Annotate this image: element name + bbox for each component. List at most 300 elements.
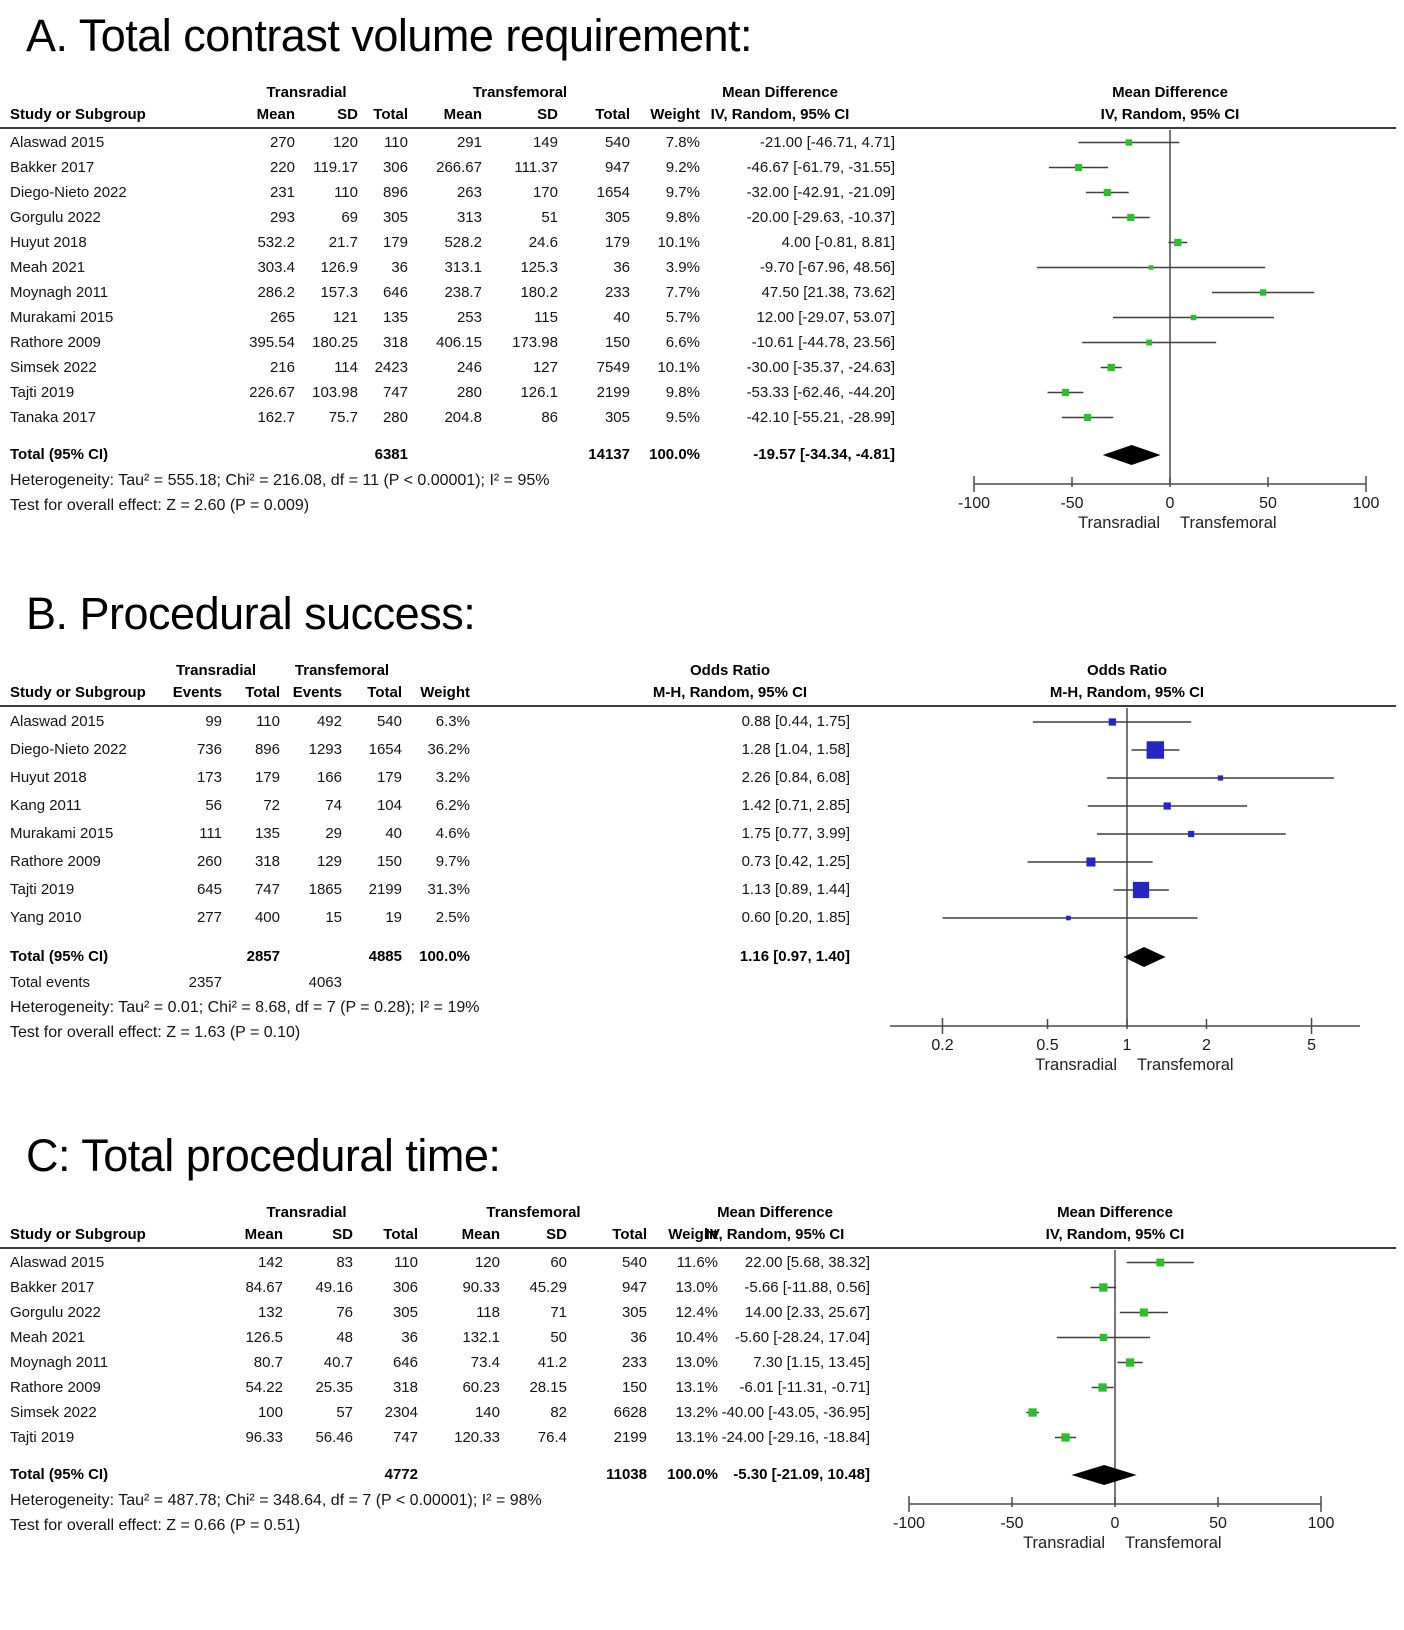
group2-value-cell: 90.33	[462, 1279, 500, 1296]
group2-value-cell: 947	[621, 1279, 647, 1296]
group1-value-cell: 110	[384, 134, 408, 151]
total-ci-cell: -19.57 [-34.34, -4.81]	[753, 446, 895, 463]
weight-column-header: Weight	[668, 1226, 718, 1243]
group2-value-cell: 28.15	[529, 1379, 567, 1396]
effect-marker	[1146, 340, 1152, 346]
group2-value-cell: 180.2	[520, 284, 558, 301]
group2-value-cell: 280	[456, 384, 482, 401]
group2-value-cell: 150	[621, 1379, 647, 1396]
group1-value-cell: 173	[196, 769, 222, 786]
group1-value-cell: 157.3	[320, 284, 358, 301]
ci-text-cell: 7.30 [1.15, 13.45]	[753, 1354, 870, 1371]
total-column-header: Total	[245, 684, 280, 701]
events-column-header: Events	[172, 684, 222, 701]
group1-value-cell: 180.25	[312, 334, 358, 351]
group1-value-cell: 747	[382, 384, 408, 401]
group2-value-cell: 2199	[368, 881, 402, 898]
total-n1-cell: 2857	[246, 948, 280, 965]
group1-value-cell: 532.2	[257, 234, 295, 251]
effect-marker	[1109, 718, 1116, 725]
group2-value-cell: 126.1	[520, 384, 558, 401]
group1-value-cell: 110	[394, 1254, 418, 1271]
group1-value-cell: 111	[199, 825, 222, 842]
effect-marker	[1066, 916, 1071, 921]
overall-effect-text: Test for overall effect: Z = 0.66 (P = 0.51)	[10, 1517, 301, 1534]
group1-value-cell: 220	[269, 159, 295, 176]
study-name-cell: Meah 2021	[10, 259, 86, 276]
group1-value-cell: 747	[392, 1429, 418, 1446]
ci-text-cell: 22.00 [5.68, 38.32]	[744, 1254, 870, 1271]
axis-tick-label: 0	[1165, 495, 1175, 512]
group1-value-cell: 56	[205, 797, 222, 814]
group1-value-cell: 25.35	[315, 1379, 353, 1396]
group1-value-cell: 318	[392, 1379, 418, 1396]
axis-tick-label: -50	[1000, 1515, 1024, 1532]
group2-value-cell: 233	[621, 1354, 647, 1371]
study-name-cell: Diego-Nieto 2022	[10, 741, 127, 758]
axis-tick-label: -100	[892, 1515, 926, 1532]
study-name-cell: Huyut 2018	[10, 234, 87, 251]
weight-cell: 12.4%	[675, 1304, 718, 1321]
total-weight-cell: 100.0%	[667, 1466, 718, 1483]
heterogeneity-text: Heterogeneity: Tau² = 487.78; Chi² = 348.64, df = 7 (P < 0.00001); I² = 98%	[10, 1492, 542, 1509]
group2-value-cell: 1654	[596, 184, 630, 201]
group2-value-cell: 246	[456, 359, 482, 376]
total-events-g2: 4063	[308, 974, 342, 991]
study-name-cell: Huyut 2018	[10, 769, 87, 786]
group2-value-cell: 204.8	[444, 409, 482, 426]
weight-cell: 3.2%	[435, 769, 470, 786]
effect-method-header-table: IV, Random, 95% CI	[710, 106, 850, 123]
effect-marker	[1174, 239, 1181, 246]
total-column-header: Total	[373, 106, 408, 123]
effect-marker	[1075, 164, 1082, 171]
axis-tick-label: -100	[957, 495, 991, 512]
total-n2-cell: 11038	[606, 1466, 647, 1483]
weight-cell: 13.1%	[675, 1379, 718, 1396]
total-n2-cell: 4885	[368, 948, 402, 965]
study-name-cell: Meah 2021	[10, 1329, 86, 1346]
group1-value-cell: 69	[341, 209, 358, 226]
weight-cell: 13.0%	[675, 1279, 718, 1296]
group2-value-cell: 36	[613, 259, 630, 276]
total-row-label: Total (95% CI)	[10, 446, 109, 463]
panel-b-title: B. Procedural success:	[26, 588, 476, 639]
weight-cell: 13.0%	[675, 1354, 718, 1371]
group1-value-cell: 306	[382, 159, 408, 176]
total-column-header: Total	[383, 1226, 418, 1243]
total-column-header: Total	[595, 106, 630, 123]
weight-column-header: Weight	[420, 684, 470, 701]
study-column-header: Study or Subgroup	[10, 106, 146, 123]
mean-column-header: Mean	[256, 106, 295, 123]
group1-value-cell: 305	[392, 1304, 418, 1321]
study-name-cell: Simsek 2022	[10, 1404, 97, 1421]
group2-value-cell: 305	[621, 1304, 647, 1321]
ci-text-cell: 2.26 [0.84, 6.08]	[741, 769, 850, 786]
group2-value-cell: 132.1	[462, 1329, 500, 1346]
total-weight-cell: 100.0%	[419, 948, 470, 965]
ci-text-cell: 1.42 [0.71, 2.85]	[741, 797, 850, 814]
weight-cell: 31.3%	[427, 881, 470, 898]
group1-value-cell: 83	[336, 1254, 353, 1271]
group2-value-cell: 313.1	[444, 259, 482, 276]
study-name-cell: Gorgulu 2022	[10, 209, 101, 226]
group2-value-cell: 947	[604, 159, 630, 176]
group1-value-cell: 896	[382, 184, 408, 201]
weight-cell: 10.4%	[675, 1329, 718, 1346]
group2-value-cell: 41.2	[537, 1354, 567, 1371]
forest-plot-canvas	[880, 1250, 1404, 1554]
group1-value-cell: 84.67	[245, 1279, 283, 1296]
effect-marker	[1149, 265, 1154, 270]
forest-plot-canvas	[905, 130, 1404, 534]
study-name-cell: Moynagh 2011	[10, 284, 109, 301]
effect-marker	[1028, 1408, 1036, 1416]
group2-value-cell: 305	[604, 409, 630, 426]
group2-value-cell: 1865	[308, 881, 342, 898]
group2-value-cell: 29	[325, 825, 342, 842]
group2-value-cell: 540	[621, 1254, 647, 1271]
group1-value-cell: 736	[196, 741, 222, 758]
group2-value-cell: 305	[604, 209, 630, 226]
axis-group-label-right: Transfemoral	[1180, 514, 1277, 532]
study-name-cell: Tajti 2019	[10, 881, 75, 898]
group1-value-cell: 270	[269, 134, 295, 151]
total-column-header: Total	[612, 1226, 647, 1243]
group1-header: Transradial	[266, 1204, 347, 1221]
group1-value-cell: 100	[257, 1404, 283, 1421]
total-ci-cell: -5.30 [-21.09, 10.48]	[733, 1466, 870, 1483]
ci-text-cell: -6.01 [-11.31, -0.71]	[739, 1379, 870, 1396]
total-n1-cell: 6381	[374, 446, 408, 463]
effect-marker	[1156, 1259, 1164, 1267]
effect-marker	[1126, 139, 1132, 145]
total-n2-cell: 14137	[588, 446, 630, 463]
panel-a-forest-plot	[0, 80, 1404, 534]
ci-text-cell: -30.00 [-35.37, -24.63]	[746, 359, 895, 376]
effect-method-header-plot: M-H, Random, 95% CI	[1049, 684, 1205, 701]
group2-value-cell: 150	[376, 853, 402, 870]
effect-method-header-plot: IV, Random, 95% CI	[1045, 1226, 1185, 1243]
group2-value-cell: 291	[456, 134, 482, 151]
group2-value-cell: 36	[630, 1329, 647, 1346]
group2-value-cell: 127	[532, 359, 558, 376]
group2-value-cell: 253	[456, 309, 482, 326]
group2-value-cell: 60.23	[462, 1379, 500, 1396]
weight-cell: 13.1%	[675, 1429, 718, 1446]
group2-value-cell: 71	[550, 1304, 567, 1321]
effect-marker	[1100, 1334, 1107, 1341]
weight-cell: 2.5%	[435, 909, 470, 926]
axis-group-label-left: Transradial	[1035, 1056, 1117, 1074]
group1-value-cell: 395.54	[249, 334, 295, 351]
heterogeneity-text: Heterogeneity: Tau² = 555.18; Chi² = 216.08, df = 11 (P < 0.00001); I² = 95%	[10, 472, 550, 489]
study-name-cell: Yang 2010	[10, 909, 82, 926]
group2-value-cell: 170	[532, 184, 558, 201]
group2-value-cell: 238.7	[444, 284, 482, 301]
group2-value-cell: 74	[325, 797, 342, 814]
group1-value-cell: 216	[269, 359, 295, 376]
group1-value-cell: 80.7	[253, 1354, 283, 1371]
group1-value-cell: 54.22	[245, 1379, 283, 1396]
total-row-label: Total (95% CI)	[10, 1466, 109, 1483]
ci-text-cell: -32.00 [-42.91, -21.09]	[746, 184, 895, 201]
effect-method-header-table: M-H, Random, 95% CI	[652, 684, 808, 701]
mean-column-header: Mean	[461, 1226, 500, 1243]
events-column-header: Events	[292, 684, 342, 701]
group2-value-cell: 15	[325, 909, 342, 926]
ci-text-cell: -42.10 [-55.21, -28.99]	[746, 409, 895, 426]
total-column-header: Total	[367, 684, 402, 701]
group2-header: Transfemoral	[472, 84, 568, 101]
ci-text-cell: -40.00 [-43.05, -36.95]	[721, 1404, 870, 1421]
group1-value-cell: 260	[196, 853, 222, 870]
group1-value-cell: 57	[336, 1404, 353, 1421]
study-name-cell: Bakker 2017	[10, 1279, 95, 1296]
ci-text-cell: 0.73 [0.42, 1.25]	[741, 853, 850, 870]
group1-value-cell: 142	[257, 1254, 283, 1271]
header-rule	[0, 1247, 1396, 1249]
effect-marker	[1108, 364, 1115, 371]
weight-cell: 9.8%	[665, 384, 700, 401]
group1-value-cell: 135	[382, 309, 408, 326]
group1-value-cell: 121	[332, 309, 358, 326]
group2-value-cell: 540	[604, 134, 630, 151]
group1-value-cell: 72	[263, 797, 280, 814]
group2-value-cell: 150	[604, 334, 630, 351]
study-name-cell: Tanaka 2017	[10, 409, 96, 426]
ci-text-cell: 12.00 [-29.07, 53.07]	[756, 309, 895, 326]
group2-value-cell: 40	[385, 825, 402, 842]
axis-group-label-right: Transfemoral	[1125, 1534, 1222, 1552]
group1-value-cell: 119.17	[313, 159, 358, 176]
ci-text-cell: -53.33 [-62.46, -44.20]	[746, 384, 895, 401]
group2-value-cell: 140	[474, 1404, 500, 1421]
group2-value-cell: 6628	[613, 1404, 647, 1421]
weight-cell: 9.2%	[665, 159, 700, 176]
group1-value-cell: 132	[257, 1304, 283, 1321]
axis-tick-label: -50	[1060, 495, 1084, 512]
group1-value-cell: 135	[254, 825, 280, 842]
group1-value-cell: 318	[254, 853, 280, 870]
sd-column-header: SD	[546, 1226, 567, 1243]
study-name-cell: Alaswad 2015	[10, 134, 105, 151]
weight-cell: 10.1%	[657, 359, 700, 376]
total-events-label: Total events	[10, 974, 91, 991]
effect-measure-header-plot: Mean Difference	[1057, 1204, 1173, 1221]
effect-marker	[1086, 857, 1095, 866]
weight-cell: 3.9%	[665, 259, 700, 276]
group2-value-cell: 125.3	[520, 259, 558, 276]
effect-measure-header-plot: Mean Difference	[1112, 84, 1228, 101]
group1-value-cell: 110	[256, 713, 280, 730]
effect-marker	[1191, 315, 1196, 320]
group1-value-cell: 40.7	[323, 1354, 353, 1371]
group2-value-cell: 104	[376, 797, 402, 814]
study-name-cell: Tajti 2019	[10, 384, 75, 401]
group2-value-cell: 40	[613, 309, 630, 326]
group2-value-cell: 266.67	[436, 159, 482, 176]
total-row-label: Total (95% CI)	[10, 948, 109, 965]
study-name-cell: Alaswad 2015	[10, 713, 105, 730]
header-rule	[0, 127, 1396, 129]
group2-value-cell: 179	[604, 234, 630, 251]
ci-text-cell: 0.88 [0.44, 1.75]	[741, 713, 850, 730]
axis-group-label-right: Transfemoral	[1137, 1056, 1234, 1074]
group1-value-cell: 179	[382, 234, 408, 251]
ci-text-cell: -10.61 [-44.78, 23.56]	[751, 334, 895, 351]
study-column-header: Study or Subgroup	[10, 1226, 146, 1243]
ci-text-cell: 14.00 [2.33, 25.67]	[744, 1304, 870, 1321]
group1-value-cell: 646	[382, 284, 408, 301]
effect-marker	[1218, 775, 1223, 780]
group2-value-cell: 313	[456, 209, 482, 226]
mean-column-header: Mean	[244, 1226, 283, 1243]
group2-value-cell: 50	[550, 1329, 567, 1346]
group1-value-cell: 110	[334, 184, 358, 201]
group2-value-cell: 2199	[613, 1429, 647, 1446]
axis-tick-label: 50	[1259, 495, 1277, 512]
study-name-cell: Alaswad 2015	[10, 1254, 105, 1271]
effect-marker	[1140, 1308, 1148, 1316]
weight-column-header: Weight	[650, 106, 700, 123]
study-name-cell: Moynagh 2011	[10, 1354, 109, 1371]
ci-text-cell: 4.00 [-0.81, 8.81]	[781, 234, 895, 251]
group1-value-cell: 99	[205, 713, 222, 730]
effect-measure-header-plot: Odds Ratio	[1086, 662, 1167, 679]
ci-text-cell: 1.13 [0.89, 1.44]	[741, 881, 850, 898]
group2-value-cell: 82	[550, 1404, 567, 1421]
group2-header: Transfemoral	[486, 1204, 581, 1221]
group2-value-cell: 120	[474, 1254, 500, 1271]
group1-value-cell: 36	[401, 1329, 418, 1346]
weight-cell: 6.6%	[665, 334, 700, 351]
group1-value-cell: 400	[254, 909, 280, 926]
group1-value-cell: 277	[196, 909, 222, 926]
panel-a-title: A. Total contrast volume requirement:	[26, 10, 753, 61]
study-name-cell: Simsek 2022	[10, 359, 97, 376]
effect-marker	[1062, 389, 1069, 396]
effect-marker	[1098, 1383, 1106, 1391]
weight-cell: 6.2%	[435, 797, 470, 814]
group1-value-cell: 305	[382, 209, 408, 226]
group2-value-cell: 540	[376, 713, 402, 730]
ci-text-cell: -5.66 [-11.88, 0.56]	[744, 1279, 870, 1296]
group2-value-cell: 60	[550, 1254, 567, 1271]
sd-column-header: SD	[537, 106, 558, 123]
study-name-cell: Rathore 2009	[10, 853, 101, 870]
ci-text-cell: -24.00 [-29.16, -18.84]	[721, 1429, 870, 1446]
total-weight-cell: 100.0%	[649, 446, 700, 463]
group2-value-cell: 73.4	[470, 1354, 500, 1371]
group1-value-cell: 645	[196, 881, 222, 898]
study-name-cell: Murakami 2015	[10, 825, 114, 842]
forest-plot-canvas	[860, 708, 1404, 1076]
group2-value-cell: 233	[604, 284, 630, 301]
axis-tick-label: 50	[1209, 1515, 1227, 1532]
weight-cell: 9.7%	[435, 853, 470, 870]
header-rule	[0, 705, 1396, 707]
effect-marker	[1099, 1283, 1107, 1291]
group1-value-cell: 280	[382, 409, 408, 426]
weight-cell: 9.7%	[665, 184, 700, 201]
group2-value-cell: 19	[385, 909, 402, 926]
effect-measure-header-table: Mean Difference	[717, 1204, 833, 1221]
summary-diamond	[1072, 1465, 1137, 1485]
axis-tick-label: 5	[1307, 1037, 1316, 1054]
total-events-g1: 2357	[188, 974, 222, 991]
axis-tick-label: 1	[1122, 1037, 1132, 1054]
summary-diamond	[1124, 947, 1166, 967]
ci-text-cell: -21.00 [-46.71, 4.71]	[759, 134, 895, 151]
axis-tick-label: 0.2	[931, 1037, 954, 1054]
group2-value-cell: 1654	[368, 741, 402, 758]
effect-marker	[1104, 189, 1111, 196]
effect-marker	[1260, 289, 1266, 295]
ci-text-cell: 0.60 [0.20, 1.85]	[741, 909, 850, 926]
total-n1-cell: 4772	[384, 1466, 418, 1483]
mean-column-header: Mean	[443, 106, 482, 123]
study-name-cell: Tajti 2019	[10, 1429, 75, 1446]
ci-text-cell: 47.50 [21.38, 73.62]	[761, 284, 895, 301]
group1-value-cell: 286.2	[257, 284, 295, 301]
ci-text-cell: -9.70 [-67.96, 48.56]	[759, 259, 895, 276]
group1-value-cell: 21.7	[328, 234, 358, 251]
weight-cell: 7.7%	[665, 284, 700, 301]
overall-effect-text: Test for overall effect: Z = 2.60 (P = 0.009)	[10, 497, 310, 514]
group1-value-cell: 306	[392, 1279, 418, 1296]
weight-cell: 9.5%	[665, 409, 700, 426]
axis-tick-label: 0	[1110, 1515, 1120, 1532]
axis-group-label-left: Transradial	[1078, 514, 1160, 532]
group2-value-cell: 7549	[596, 359, 630, 376]
group2-value-cell: 166	[316, 769, 342, 786]
ci-text-cell: -46.67 [-61.79, -31.55]	[746, 159, 895, 176]
study-name-cell: Kang 2011	[10, 797, 82, 814]
group1-value-cell: 2423	[374, 359, 408, 376]
group1-value-cell: 226.67	[249, 384, 295, 401]
group2-value-cell: 149	[532, 134, 558, 151]
sd-column-header: SD	[337, 106, 358, 123]
group1-value-cell: 76	[336, 1304, 353, 1321]
group1-value-cell: 293	[269, 209, 295, 226]
panel-b-forest-plot	[0, 658, 1404, 1076]
group2-value-cell: 492	[316, 713, 342, 730]
axis-tick-label: 2	[1202, 1037, 1211, 1054]
effect-marker	[1127, 214, 1134, 221]
overall-effect-text: Test for overall effect: Z = 1.63 (P = 0.10)	[10, 1024, 301, 1041]
group1-value-cell: 49.16	[315, 1279, 353, 1296]
weight-cell: 5.7%	[665, 309, 700, 326]
study-name-cell: Diego-Nieto 2022	[10, 184, 127, 201]
group1-value-cell: 318	[382, 334, 408, 351]
effect-method-header-table: IV, Random, 95% CI	[705, 1226, 845, 1243]
study-name-cell: Rathore 2009	[10, 1379, 101, 1396]
bottom-spacer	[0, 1554, 1404, 1590]
group1-value-cell: 103.98	[312, 384, 358, 401]
group1-header: Transradial	[175, 662, 257, 679]
group1-value-cell: 48	[336, 1329, 353, 1346]
axis-tick-label: 100	[1352, 495, 1380, 512]
group2-value-cell: 118	[476, 1304, 500, 1321]
ci-text-cell: -20.00 [-29.63, -10.37]	[746, 209, 895, 226]
group2-value-cell: 406.15	[436, 334, 482, 351]
group1-value-cell: 96.33	[245, 1429, 283, 1446]
study-name-cell: Rathore 2009	[10, 334, 101, 351]
group1-value-cell: 896	[254, 741, 280, 758]
summary-diamond	[1103, 445, 1161, 465]
